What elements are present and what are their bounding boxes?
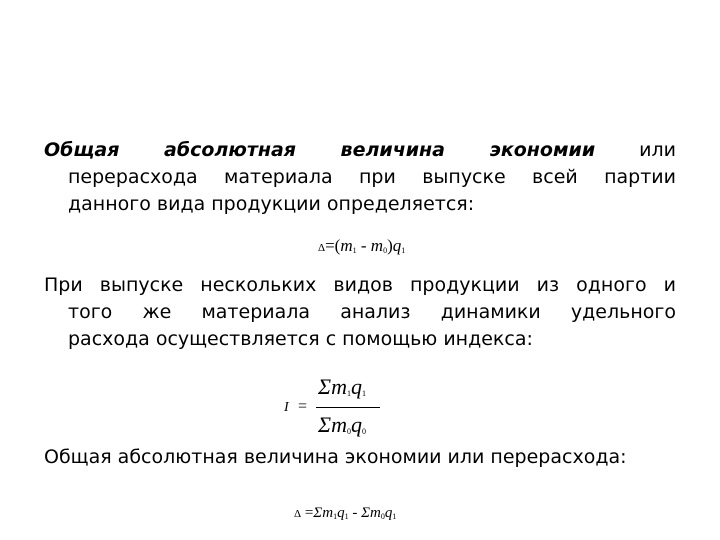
subscript: 1 (344, 512, 349, 521)
subscript: 1 (346, 389, 351, 398)
text-fragment: или (639, 139, 676, 161)
paragraph-line: данного вида продукции определяется: (68, 193, 475, 215)
var-m: m (369, 505, 381, 521)
subscript: 0 (383, 246, 388, 255)
var-q: q (392, 236, 402, 255)
bold-term: Общая абсолютная величина экономии (44, 139, 596, 161)
subscript: 1 (333, 512, 338, 521)
minus-sign: - (352, 505, 358, 521)
subscript: 0 (380, 512, 385, 521)
subscript: 0 (346, 427, 351, 436)
var-q: q (384, 505, 393, 521)
fraction-denominator (318, 412, 366, 438)
subscript: 1 (392, 512, 397, 521)
subscript: 1 (352, 246, 357, 255)
delta-symbol: Δ (318, 242, 326, 254)
subscript: 1 (361, 389, 366, 398)
delta-symbol: Δ (294, 508, 302, 520)
close-paren: ) (387, 236, 393, 255)
sum-m: Σm (318, 374, 347, 399)
fraction-numerator (318, 374, 366, 400)
formula-eq: =( (325, 236, 341, 255)
paragraph-line (44, 137, 676, 164)
var-q: q (350, 412, 362, 437)
fraction-bar (316, 407, 380, 408)
sum-symbol: Σ (361, 505, 370, 521)
paragraph-index (44, 272, 676, 353)
paragraph-line: расхода осуществляется с помощью индекса: (68, 328, 533, 350)
subscript: 1 (401, 246, 406, 255)
var-m: m (322, 505, 334, 521)
formula-eq: = (298, 398, 308, 415)
paragraph-line: перерасхода материала при выпуске всей партии (68, 166, 676, 188)
paragraph-line: того же материала анализ динамики удельного (68, 301, 676, 323)
formula-delta-sum (294, 505, 396, 522)
paragraph-line: Общая абсолютная величина экономии или перерасхода: (44, 446, 627, 468)
formula-delta-single (318, 236, 405, 256)
minus-sign: - (360, 236, 367, 255)
index-symbol: I (284, 400, 289, 415)
subscript: 0 (361, 427, 366, 436)
paragraph-line: При выпуске нескольких видов продукции из одного и (44, 274, 676, 296)
sum-symbol: Σ (313, 505, 323, 521)
formula-eq: = (304, 505, 314, 521)
var-m: m (370, 236, 384, 255)
paragraph-total-savings (44, 137, 676, 218)
var-q: q (337, 505, 345, 521)
var-m: m (340, 236, 353, 255)
paragraph-total-overrun (44, 444, 676, 471)
sum-m: Σm (318, 412, 347, 437)
var-q: q (350, 374, 362, 399)
